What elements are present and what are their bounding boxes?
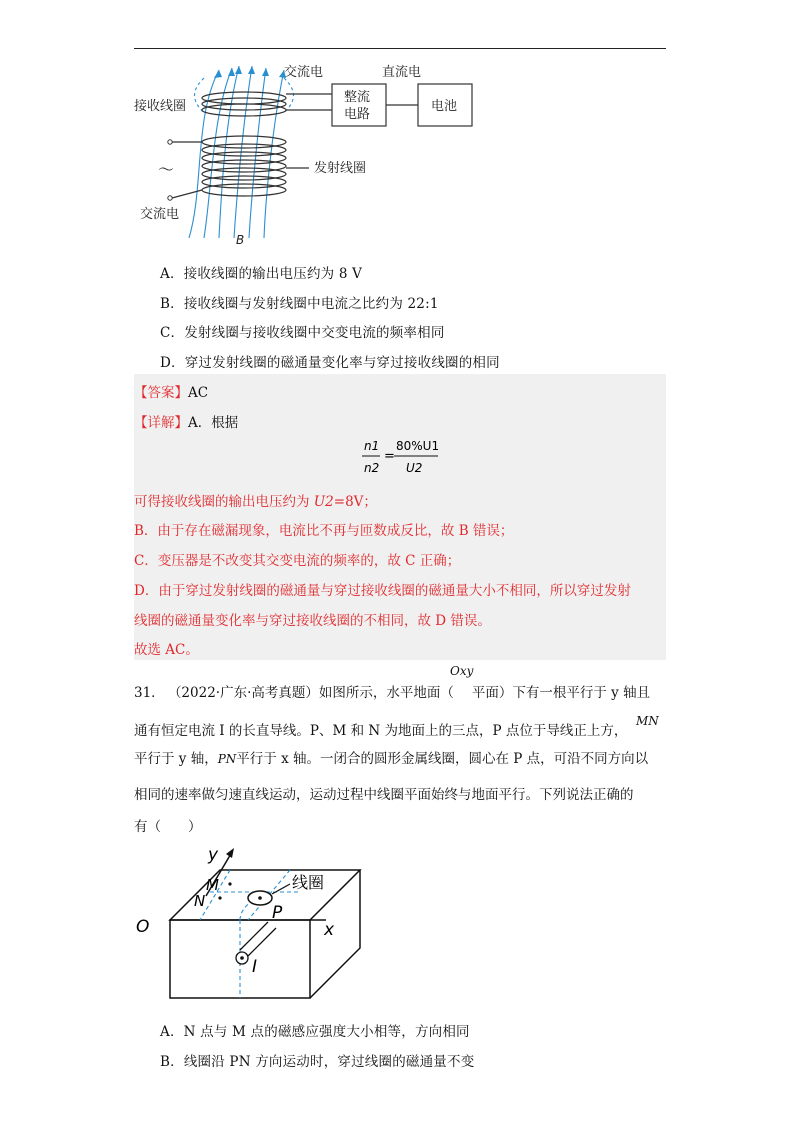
battery-label: 电池 [431,99,458,114]
point-m-label: M [206,876,219,894]
option-b: B．接收线圈与发射线圈中电流之比约为 22:1 [160,296,439,312]
ratio-formula [360,434,440,480]
detail-line-4: D．由于穿过发射线圈的磁通量与穿过接收线圈的磁通量大小不相同，所以穿过发射 [134,583,631,599]
detail-line-1: 可得接收线圈的输出电压约为 U2=8V； [134,494,377,510]
option-d: D．穿过发射线圈的磁通量变化率与穿过接收线圈的相同 [160,355,500,371]
answer-section [134,374,666,660]
q31-source: （2022·广东·高考真题） [174,685,319,701]
ac-tilde: ～ [158,160,175,179]
point-p-label: P [272,903,283,923]
ac-top-label: 交流电 [284,65,324,80]
answer-tag: 【答案】 [134,385,188,401]
point-n-label: N [194,892,206,910]
option-c: C．发射线圈与接收线圈中交变电流的频率相同 [160,325,445,341]
q31-line-5: 有（ ） [134,819,202,835]
header-rule [134,48,666,49]
answer-line [134,381,208,401]
u2-var: U2 [313,494,334,510]
dc-top-label: 直流电 [382,65,422,80]
q31-number: 31． [134,685,165,701]
detail-line-2: B．由于存在磁漏现象，电流比不再与匝数成反比，故 B 错误； [134,523,514,539]
detail-tag: 【详解】 [134,415,188,431]
ac-bottom-label: 交流电 [140,207,180,222]
option-a: A．接收线圈的输出电压约为 8 V [160,266,363,282]
y-axis-label: y [208,845,219,865]
pn-label: PN [217,752,237,766]
detail-intro: A．根据 [188,415,239,431]
q31-option-b: B．线圈沿 PN 方向运动时，穿过线圈的磁通量不变 [160,1054,475,1070]
receiver-label: 接收线圈 [134,99,187,114]
rectifier-label-2: 电路 [344,107,371,122]
current-i-label: I [252,957,258,977]
oxy-label: Oxy [450,664,474,678]
q31-option-a: A．N 点与 M 点的磁感应强度大小相等，方向相同 [160,1024,470,1040]
q31-line-4: 相同的速率做匀速直线运动，运动过程中线圈平面始终与地面平行。下列说法正确的 [134,787,634,803]
wireless-charging-figure [134,58,484,248]
detail-line-6: 故选 AC。 [134,642,199,658]
svg-text:=: = [384,449,395,464]
x-axis-label: x [324,920,335,940]
q31-line-1: 31． （2022·广东·高考真题）如图所示，水平地面（ 平面）下有一根平行于 y 轴且 [134,685,651,701]
b-field-label: B [236,233,245,247]
answer-value: AC [188,385,209,401]
origin-label: O [136,917,150,937]
ground-wire-figure [130,840,380,1002]
formula-n1: n1 [364,439,380,453]
mn-label: MN [636,714,659,728]
formula-numerator: 80%U1 [396,439,440,453]
q31-line-2: 通有恒定电流 I 的长直导线。P、M 和 N 为地面上的三点，P 点位于导线正上方， [134,723,628,739]
formula-n2: n2 [364,461,380,475]
long-wire [240,922,276,956]
q31-line-3: 平行于 y 轴，PN平行于 x 轴。一闭合的圆形金属线圈，圆心在 P 点，可沿不同方向以 [134,751,649,767]
emitter-coil [172,136,309,198]
emitter-label: 发射线圈 [314,161,367,176]
rectifier-label-1: 整流 [344,90,371,105]
detail-line-5: 线圈的磁通量变化率与穿过接收线圈的不相同，故 D 错误。 [134,613,491,629]
detail-line [134,411,238,431]
coil-label: 线圈 [292,873,325,892]
formula-denominator: U2 [406,461,423,475]
detail-line-3: C．变压器是不改变其交变电流的频率的，故 C 正确； [134,553,461,569]
